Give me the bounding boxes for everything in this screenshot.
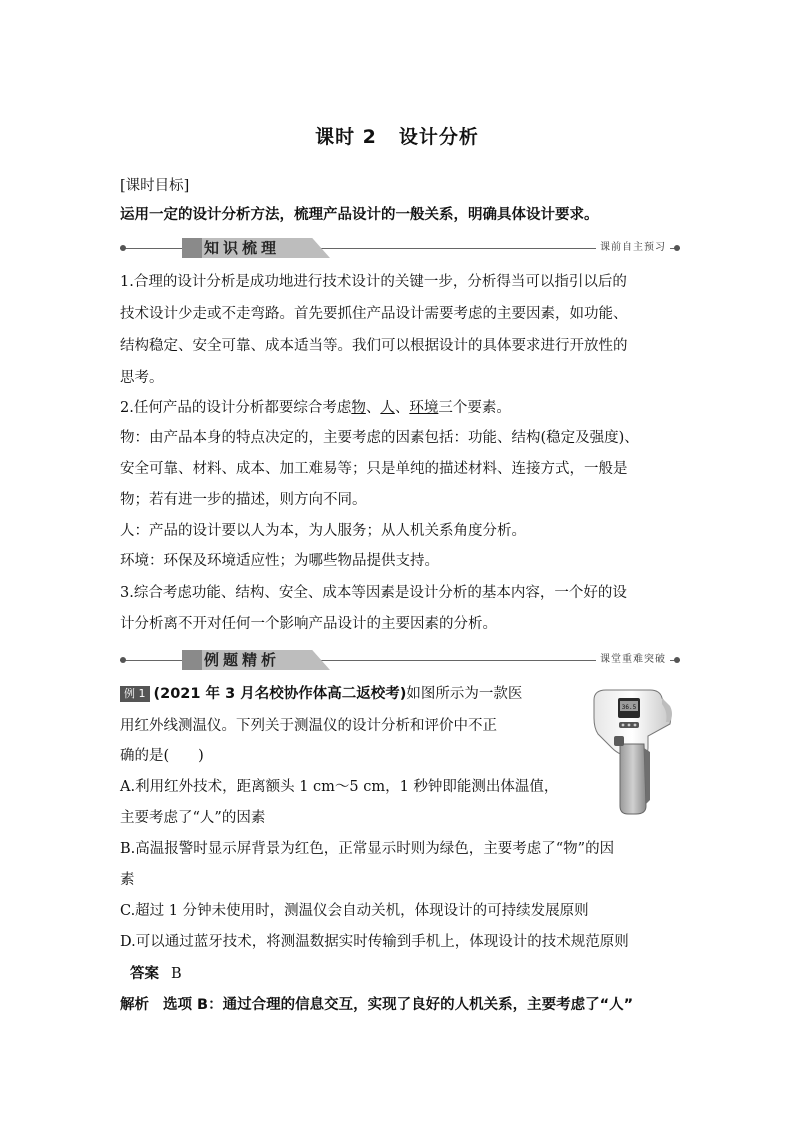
answer-label: 答案 — [130, 966, 159, 982]
analysis-text: 选项 B：通过合理的信息交互，实现了良好的人机关系，主要考虑了“人” — [163, 997, 634, 1013]
text-line: 物；若有进一步的描述，则方向不同。 — [120, 492, 367, 508]
page-title — [0, 122, 794, 149]
text-line: 3.综合考虑功能、结构、安全、成本等因素是设计分析的基本内容，一个好的设 — [120, 585, 627, 601]
separator: 、 — [365, 400, 381, 416]
band-dot-left — [120, 245, 126, 251]
question-text: 如图所示为一款医 — [406, 686, 523, 702]
option-b-cont: 素 — [120, 872, 135, 888]
text-line: 人：产品的设计要以人为本，为人服务；从人机关系角度分析。 — [120, 523, 526, 539]
example-tag: 例 1 — [120, 686, 150, 702]
section-band-examples — [120, 650, 680, 670]
text-line: 用红外线测温仪。下列关于测温仪的设计分析和评价中不正 — [120, 718, 497, 734]
option-a-cont: 主要考虑了“人”的因素 — [120, 810, 266, 826]
underlined-term: 物 — [351, 400, 366, 416]
underlined-term: 人 — [380, 400, 395, 416]
text-line: 安全可靠、材料、成本、加工难易等；只是单纯的描述材料、连接方式，一般是 — [120, 461, 628, 477]
section-heading: 知识梳理 — [204, 239, 281, 257]
band-tab-head — [182, 650, 202, 670]
underlined-term: 环境 — [409, 400, 439, 416]
text-line: 结构稳定、安全可靠、成本适当等。我们可以根据设计的具体要求进行开放性的 — [120, 338, 628, 354]
device-reading: 36.5 — [621, 704, 637, 711]
example-source: (2021 年 3 月名校协作体高二返校考) — [153, 686, 407, 702]
text-line: 技术设计少走或不走弯路。首先要抓住产品设计需要考虑的主要因素，如功能、 — [120, 306, 628, 322]
text-line: 计分析离不开对任何一个影响产品设计的主要因素的分析。 — [120, 616, 497, 632]
paragraph-2 — [120, 398, 511, 418]
answer-line — [130, 964, 182, 984]
section-heading: 例题精析 — [204, 651, 281, 669]
band-dot-right — [674, 245, 680, 251]
separator: 、 — [394, 400, 410, 416]
p2-prefix: 2.任何产品的设计分析都要综合考虑 — [120, 400, 352, 416]
goal-label: [课时目标] — [120, 178, 190, 194]
section-subtitle: 课前自主预习 — [596, 239, 670, 257]
analysis-label: 解析 — [120, 997, 149, 1013]
section-subtitle: 课堂重难突破 — [596, 651, 670, 669]
example-question-line1 — [120, 684, 522, 704]
option-a: A.利用红外技术，距离额头 1 cm～5 cm，1 秒钟即能测出体温值， — [120, 779, 559, 795]
title-topic: 设计分析 — [398, 126, 479, 148]
text-line: 1.合理的设计分析是成功地进行技术设计的关键一步，分析得当可以指引以后的 — [120, 274, 627, 290]
infrared-thermometer-image — [590, 688, 682, 818]
answer-value: B — [171, 966, 182, 982]
analysis-line — [120, 995, 633, 1015]
text-line: 确的是( ) — [120, 748, 204, 764]
text-line: 思考。 — [120, 370, 164, 386]
p2-suffix: 三个要素。 — [438, 400, 511, 416]
band-dot-right — [674, 657, 680, 663]
title-lesson: 课时 2 — [315, 126, 377, 148]
band-tab-head — [182, 238, 202, 258]
text-line: 环境：环保及环境适应性；为哪些物品提供支持。 — [120, 553, 439, 569]
goal-text: 运用一定的设计分析方法，梳理产品设计的一般关系，明确具体设计要求。 — [120, 207, 599, 223]
option-d: D.可以通过蓝牙技术，将测温数据实时传输到手机上，体现设计的技术规范原则 — [120, 934, 629, 950]
text-line: 物：由产品本身的特点决定的，主要考虑的因素包括：功能、结构(稳定及强度)、 — [120, 430, 639, 446]
band-dot-left — [120, 657, 126, 663]
option-b: B.高温报警时显示屏背景为红色，正常显示时则为绿色，主要考虑了“物”的因 — [120, 841, 615, 857]
option-c: C.超过 1 分钟未使用时，测温仪会自动关机，体现设计的可持续发展原则 — [120, 903, 589, 919]
section-band-knowledge — [120, 238, 680, 258]
